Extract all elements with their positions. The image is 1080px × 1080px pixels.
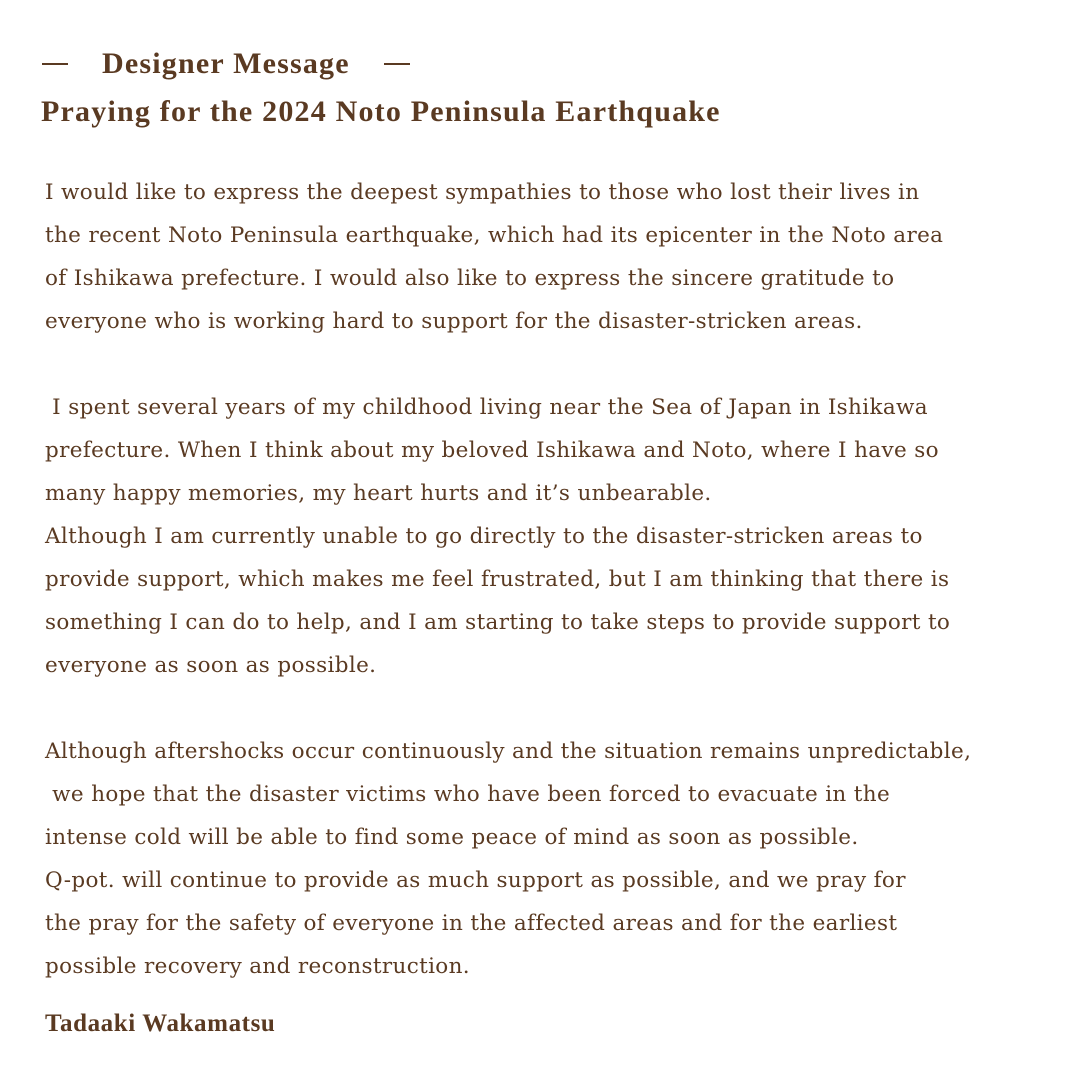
page-title: Praying for the 2024 Noto Peninsula Earthquake	[41, 95, 721, 128]
text-line: something I can do to help, and I am starting to take steps to provide support to	[45, 610, 951, 635]
text-line: prefecture. When I think about my beloved Ishikawa and Noto, where I have so	[45, 438, 939, 463]
kicker-dash-left	[42, 63, 68, 65]
text-line: I would like to express the deepest sympathies to those who lost their lives in	[45, 180, 920, 205]
text-line: intense cold will be able to find some peace of mind as soon as possible.	[45, 825, 859, 850]
paragraph-gap	[45, 687, 1055, 730]
text-line: the pray for the safety of everyone in the affected areas and for the earliest	[45, 911, 898, 936]
text-line: many happy memories, my heart hurts and it’s unbearable.	[45, 481, 712, 506]
text-line: everyone as soon as possible.	[45, 653, 377, 678]
text-line: provide support, which makes me feel frustrated, but I am thinking that there is	[45, 567, 950, 592]
paragraph-1	[45, 171, 1055, 343]
text-line: everyone who is working hard to support for the disaster-stricken areas.	[45, 309, 863, 334]
message-body	[45, 171, 1055, 988]
text-line: I spent several years of my childhood living near the Sea of Japan in Ishikawa	[45, 395, 928, 420]
paragraph-gap	[45, 343, 1055, 386]
section-kicker	[42, 44, 410, 84]
text-line: we hope that the disaster victims who have been forced to evacuate in the	[45, 782, 891, 807]
text-line: possible recovery and reconstruction.	[45, 954, 470, 979]
text-line: Q-pot. will continue to provide as much support as possible, and we pray for	[45, 868, 906, 893]
kicker-label: Designer Message	[102, 47, 350, 80]
signature: Tadaaki Wakamatsu	[45, 1010, 276, 1037]
text-line: the recent Noto Peninsula earthquake, which had its epicenter in the Noto area	[45, 223, 944, 248]
text-line: of Ishikawa prefecture. I would also like to express the sincere gratitude to	[45, 266, 895, 291]
kicker-dash-right	[384, 63, 410, 65]
paragraph-3	[45, 730, 1055, 988]
paragraph-2	[45, 386, 1055, 687]
text-line: Although I am currently unable to go directly to the disaster-stricken areas to	[45, 524, 923, 549]
text-line: Although aftershocks occur continuously and the situation remains unpredictable,	[45, 739, 972, 764]
